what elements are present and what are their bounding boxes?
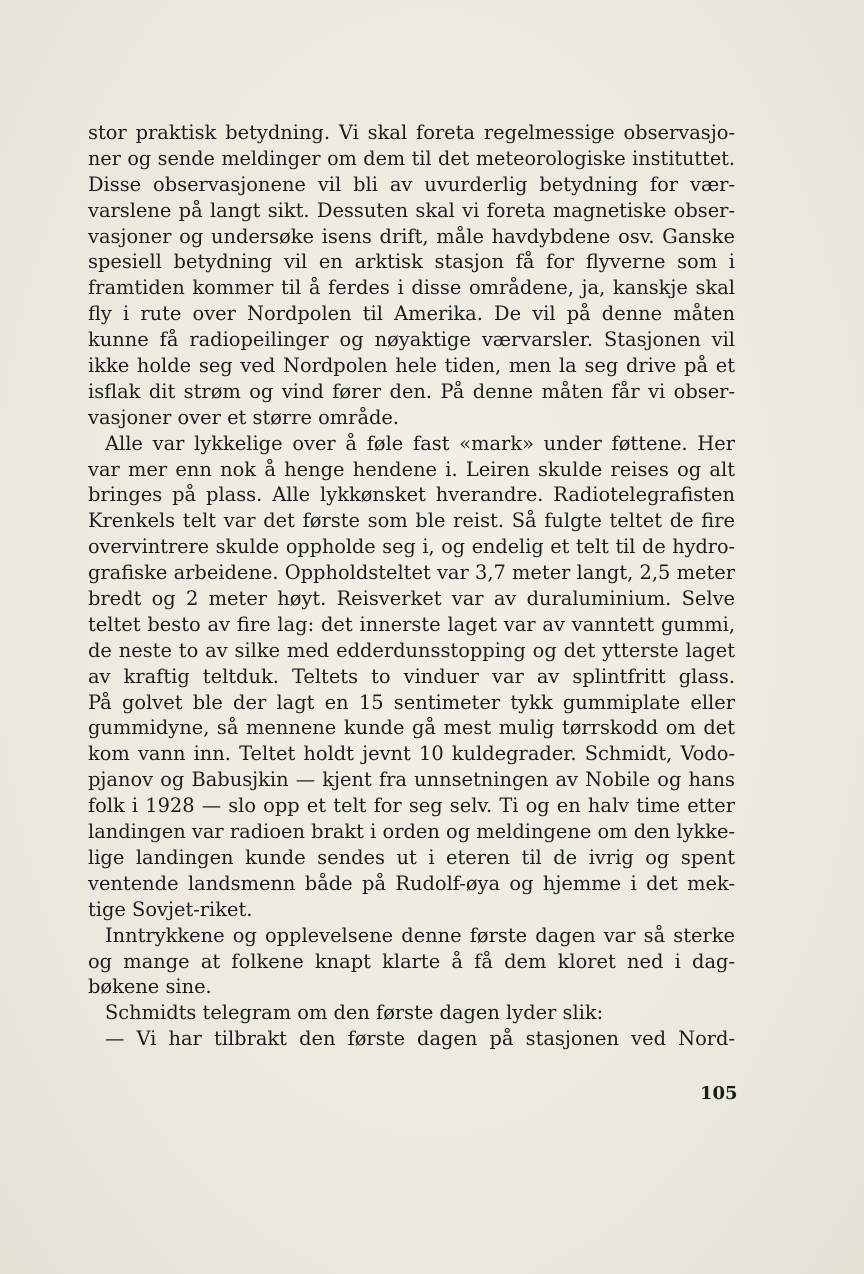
text-line: teltet besto av fire lag: det innerste laget var av vanntett gummi, [88, 612, 735, 636]
page-number: 105 [700, 1083, 738, 1104]
text-line: ventende landsmenn både på Rudolf-øya og hjemme i det mek- [88, 871, 735, 895]
text-line: av kraftig teltduk. Teltets to vinduer var av splintfritt glass. [88, 664, 735, 688]
text-line: ner og sende meldinger om dem til det meteorologiske instituttet. [88, 146, 735, 170]
text-line: kom vann inn. Teltet holdt jevnt 10 kuldegrader. Schmidt, Vodo- [88, 742, 735, 766]
text-line: stor praktisk betydning. Vi skal foreta regelmessige observasjo- [88, 121, 735, 144]
text-line: vasjoner og undersøke isens drift, måle havdybdene osv. Ganske [88, 224, 735, 248]
text-line: bredt og 2 meter høyt. Reisverket var av duraluminium. Selve [88, 587, 735, 611]
text-line: ikke holde seg ved Nordpolen hele tiden, men la seg drive på et [88, 354, 735, 378]
text-line: fly i rute over Nordpolen til Amerika. De vil på denne måten [88, 302, 735, 326]
text-line: bøkene sine. [88, 975, 212, 999]
text-line: overvintrere skulde oppholde seg i, og endelig et telt til de hydro- [88, 535, 735, 559]
text-line: landingen var radioen brakt i orden og meldingene om den lykke- [88, 820, 735, 844]
text-line: isflak dit strøm og vind fører den. På denne måten får vi obser- [88, 379, 735, 403]
text-line: pjanov og Babusjkin — kjent fra unnsetningen av Nobile og hans [88, 768, 735, 792]
text-line: tige Sovjet-riket. [88, 897, 253, 921]
text-line: lige landingen kunde sendes ut i eteren til de ivrig og spent [88, 845, 735, 869]
text-line: På golvet ble der lagt en 15 sentimeter tykk gummiplate eller [88, 690, 735, 714]
text-line: de neste to av silke med edderdunsstopping og det ytterste laget [88, 638, 735, 662]
text-line: folk i 1928 — slo opp et telt for seg selv. Ti og en halv time etter [88, 794, 735, 818]
text-line: Disse observasjonene vil bli av uvurderlig betydning for vær- [88, 172, 735, 196]
text-line: varslene på langt sikt. Dessuten skal vi foreta magnetiske obser- [88, 198, 735, 222]
paragraph-first-line: Schmidts telegram om den første dagen lyder slik: [105, 1001, 604, 1025]
text-line: og mange at folkene knapt klarte å få dem kloret ned i dag- [88, 949, 735, 973]
text-line: Krenkels telt var det første som ble reist. Så fulgte teltet de fire [88, 509, 735, 533]
text-line: var mer enn nok å henge hendene i. Leiren skulde reises og alt [88, 457, 735, 481]
text-line: framtiden kommer til å ferdes i disse områdene, ja, kanskje skal [88, 276, 735, 300]
text-line: bringes på plass. Alle lykkønsket hverandre. Radiotelegrafisten [88, 483, 735, 507]
paragraph-first-line: Inntrykkene og opplevelsene denne første dagen var så sterke [105, 923, 735, 947]
text-line: kunne få radiopeilinger og nøyaktige værvarsler. Stasjonen vil [88, 328, 735, 352]
paragraph-first-line: Alle var lykkelige over å føle fast «mark» under føttene. Her [105, 431, 735, 455]
paragraph-first-line: — Vi har tilbrakt den første dagen på stasjonen ved Nord- [105, 1027, 735, 1051]
body-text [88, 120, 735, 1052]
text-line: spesiell betydning vil en arktisk stasjon få for flyverne som i [88, 250, 735, 274]
text-line: gummidyne, så mennene kunde gå mest mulig tørrskodd om det [88, 716, 735, 740]
text-line: vasjoner over et større område. [88, 405, 400, 429]
text-line: grafiske arbeidene. Oppholdsteltet var 3,7 meter langt, 2,5 meter [88, 561, 735, 585]
